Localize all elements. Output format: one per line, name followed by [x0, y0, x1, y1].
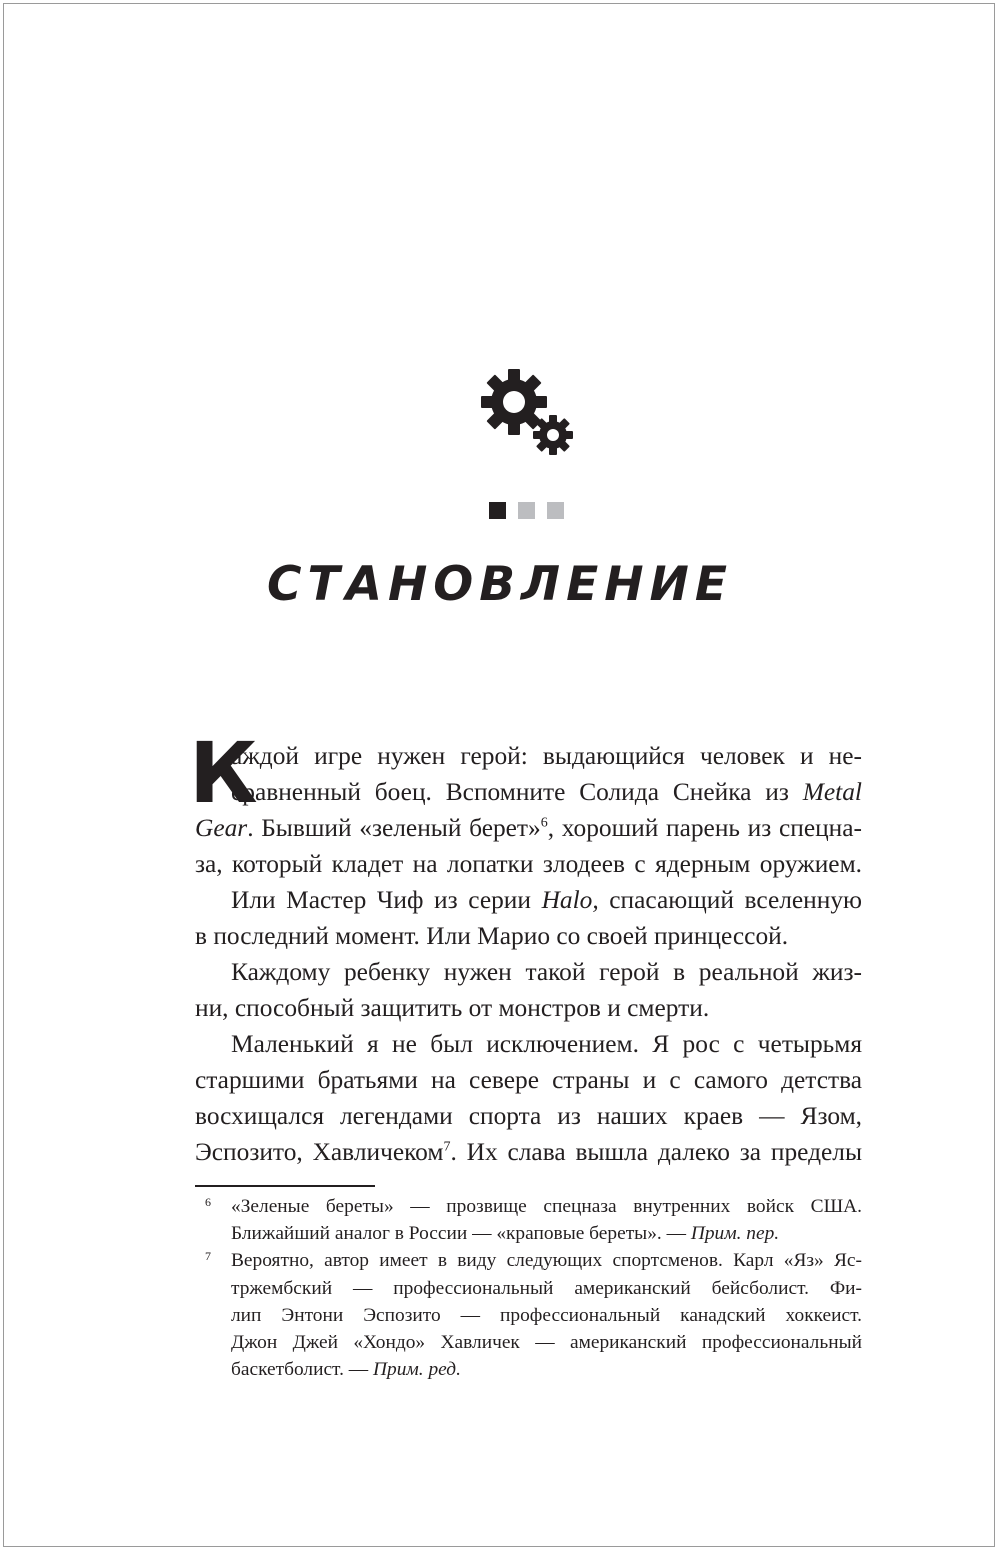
text-line: [195, 846, 862, 882]
game-title: Halo,: [541, 886, 599, 914]
text-span: за, который кладет на лопатки злодеев с ядерным оружием.: [195, 850, 862, 878]
text-span: ни, способный защитить от монстров и смерти.: [195, 994, 710, 1022]
text-span: Джон Джей «Хондо» Хавличек — американский профессиональный: [231, 1331, 862, 1353]
footnote-ref: 7: [443, 1139, 451, 1155]
text-span: лип Энтони Эспозито — профессиональный канадский хоккеист.: [231, 1304, 862, 1326]
text-span: «Зеленые береты» — прозвище спецназа внутренних войск США.: [231, 1196, 862, 1217]
text-span: баскетболист. —: [231, 1359, 374, 1381]
footnote-6: [195, 1193, 862, 1247]
text-line: [195, 990, 862, 1026]
footnote-number: 7: [205, 1249, 211, 1264]
editor-note: Прим. пер.: [690, 1223, 780, 1245]
footnote-line: [231, 1302, 862, 1329]
text-span: восхищался легендами спорта из наших краев — Язом,: [195, 1102, 862, 1130]
footnotes: [195, 1193, 862, 1383]
text-line: [195, 1026, 862, 1062]
chapter-title: СТАНОВЛЕНИЕ: [267, 557, 733, 612]
text-line: [195, 1062, 862, 1098]
drop-cap: К: [189, 724, 258, 822]
text-span: тржембский — профессиональный американский бейсболист. Фи-: [231, 1277, 862, 1299]
text-span: аждой игре нужен герой: выдающийся человек и не-: [231, 742, 862, 770]
text-span: , хороший парень из спецна-: [547, 814, 862, 842]
text-line: [195, 954, 862, 990]
text-span: спасающий вселенную: [598, 886, 862, 914]
text-span: Каждому ребенку нужен такой герой в реальной жиз-: [231, 958, 862, 986]
footnote-7: [195, 1247, 862, 1383]
text-span: Ближайший аналог в России — «краповые береты». —: [231, 1223, 691, 1245]
text-span: Вероятно, автор имеет в виду следующих спортсменов. Карл «Яз» Яс-: [231, 1250, 862, 1272]
text-line: [195, 918, 862, 954]
game-title: Gear: [195, 814, 248, 842]
footnote-line: [231, 1193, 862, 1220]
text-span: старшими братьями на севере страны и с самого детства: [195, 1066, 862, 1094]
text-line: [195, 738, 862, 774]
text-span: в последний момент. Или Марио со своей принцессой.: [195, 922, 789, 950]
footnote-divider: [195, 1185, 375, 1187]
game-title: Metal: [802, 778, 862, 806]
footnote-ref: 6: [540, 815, 548, 831]
text-span: . Их слава вышла далеко за пределы: [450, 1138, 862, 1166]
footnote-line: [231, 1356, 862, 1383]
editor-note: Прим. ред.: [373, 1359, 461, 1381]
text-line: [195, 810, 862, 846]
footnote-line: [231, 1329, 862, 1356]
small-gear-icon: [533, 415, 573, 455]
text-line: [195, 1134, 862, 1170]
gears-icon: [478, 366, 578, 458]
footnote-line: [231, 1275, 862, 1302]
text-line: [195, 882, 862, 918]
text-span: Маленький я не был исключением. Я рос с четырьмя: [231, 1030, 862, 1058]
marker-square-light: [518, 502, 535, 519]
marker-square-light: [547, 502, 564, 519]
text-line: [195, 1098, 862, 1134]
marker-square-dark: [489, 502, 506, 519]
footnote-line: [231, 1220, 862, 1247]
text-span: . Бывший «зеленый берет»: [247, 814, 541, 842]
text-span: Или Мастер Чиф из серии: [231, 886, 542, 914]
text-line: [195, 774, 862, 810]
footnote-line: [231, 1247, 862, 1274]
text-span: сравненный боец. Вспомните Солида Снейка из: [231, 778, 803, 806]
large-gear-icon: [481, 369, 547, 435]
chapter-body: [189, 724, 862, 1170]
footnote-number: 6: [205, 1195, 211, 1209]
text-span: Эспозито, Хавличеком: [195, 1138, 444, 1166]
